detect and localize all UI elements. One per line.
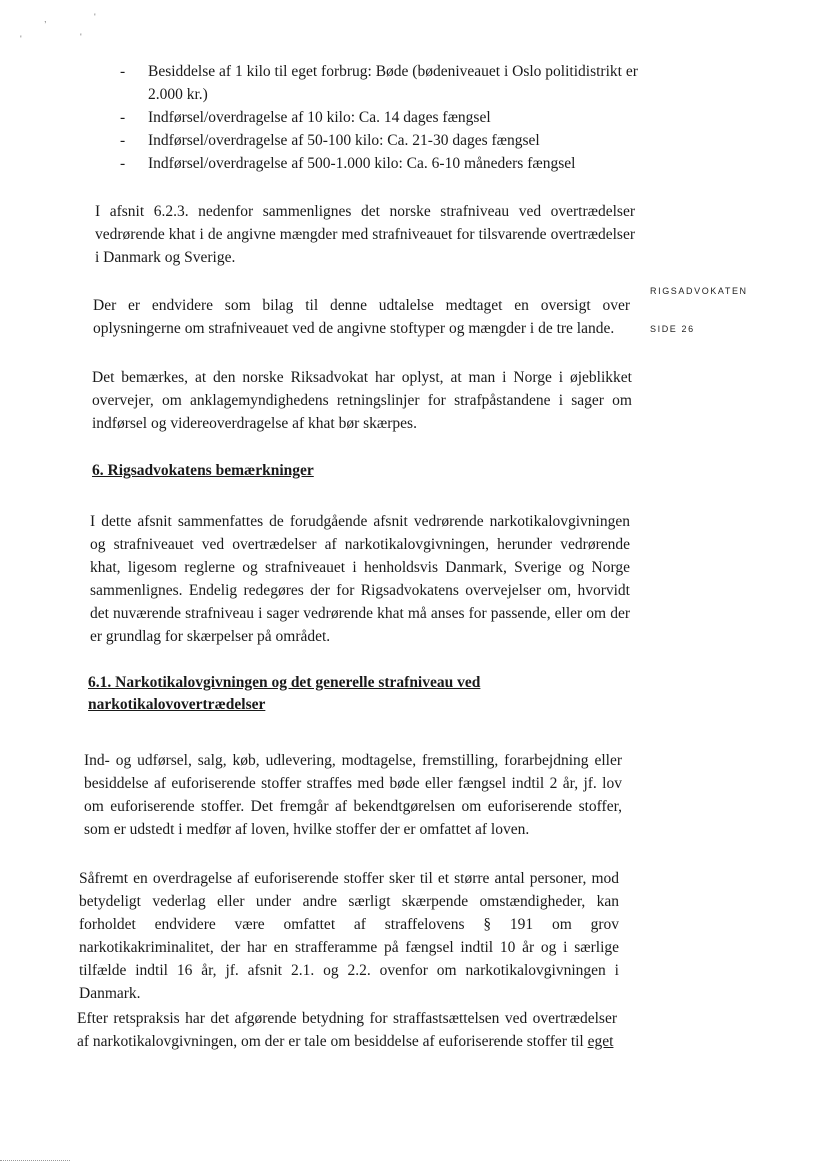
penalty-level-list (120, 60, 640, 175)
section-heading-6-1: 6.1. Narkotikalovgivningen og det generelle strafniveau ved narkotikalovovertrædelser (88, 674, 481, 713)
underlined-word: eget (587, 1033, 614, 1050)
paragraph-legislation: Ind- og udførsel, salg, køb, udlevering, modtagelse, fremstilling, forarbejdning eller besiddelse af euforiserende stoffer straffes med bøde eller fængsel indtil 2 år, jf. lov om euforiserende stoffer. Det fremgår af bekendtgørelsen om euforiserende stoffer, som er udstedt i medfør af loven, hvilke stoffer der er omfattet af loven. (84, 752, 622, 838)
list-item-text: Indførsel/overdragelse af 10 kilo: Ca. 14 dages fængsel (148, 109, 491, 126)
section-heading-6: 6. Rigsadvokatens bemærkninger (92, 462, 314, 479)
list-item (120, 106, 640, 129)
paragraph-appendix: Der er endvidere som bilag til denne udtalelse medtaget en oversigt over oplysningerne om strafniveauet ved de angivne stoftyper og mængder i de tre lande. (93, 297, 630, 337)
scan-mark: , (44, 14, 47, 24)
list-dash: - (120, 63, 126, 80)
sidebar-page-number: SIDE 26 (650, 324, 695, 334)
list-dash: - (120, 155, 126, 172)
list-dash: - (120, 109, 126, 126)
list-dash: - (120, 132, 126, 149)
paragraph-norway-note: Det bemærkes, at den norske Riksadvokat har oplyst, at man i Norge i øjeblikket overvejer, om anklagemyndighedens retningslinjer for strafpåstandene i sager om indførsel og videreoverdragelse af khat bør skærpes. (92, 369, 632, 432)
paragraph-comparison: I afsnit 6.2.3. nedenfor sammenlignes det norske strafniveau ved overtrædelser vedrørende khat i de angivne mængder med strafniveauet for tilsvarende overtrædelser i Danmark og Sverige. (95, 203, 635, 266)
paragraph-case-law-text: Efter retspraksis har det afgørende betydning for straffastsættelsen ved overtrædelser af narkotikalovgivningen, om der er tale om besiddelse af euforiserende stoffer til (77, 1010, 617, 1050)
list-item (120, 152, 640, 175)
paragraph-aggravated: Såfremt en overdragelse af euforiserende stoffer sker til et større antal personer, mod betydeligt vederlag eller under andre særligt skærpende omstændigheder, kan forholdet endvidere være omfattet af straffelovens § 191 om grov narkotikakriminalitet, der har en strafferamme på fængsel indtil 10 år og i særlige tilfælde indtil 16 år, jf. afsnit 2.1. og 2.2. ovenfor om narkotikalovgivningen i Danmark. (79, 870, 619, 1002)
footer-divider (0, 1160, 70, 1161)
paragraph-summary: I dette afsnit sammenfattes de forudgående afsnit vedrørende narkotikalovgivningen og strafniveauet ved overtrædelser af narkotikalovgivningen, herunder vedrørende khat, ligesom reglerne og strafniveauet i henholdsvis Danmark, Sverige og Norge sammenlignes. Endelig redegøres der for Rigsadvokatens overvejelser om, hvorvidt det nuværende strafniveau i sager vedrørende khat må anses for passende, eller om der er grundlag for skærpelser på området. (90, 513, 630, 645)
list-item-text: Indførsel/overdragelse af 50-100 kilo: Ca. 21-30 dages fængsel (148, 132, 540, 149)
scan-mark: ' (20, 34, 22, 44)
list-item (120, 60, 640, 106)
list-item-text: Besiddelse af 1 kilo til eget forbrug: Bøde (bødeniveauet i Oslo politidistrikt er 2.000 kr.) (148, 63, 638, 103)
scan-mark: ' (80, 32, 82, 42)
sidebar-org: RIGSADVOKATEN (650, 286, 748, 296)
list-item-text: Indførsel/overdragelse af 500-1.000 kilo: Ca. 6-10 måneders fængsel (148, 155, 576, 172)
paragraph-case-law (77, 1007, 617, 1053)
scan-mark: ' (94, 12, 96, 22)
list-item (120, 129, 640, 152)
